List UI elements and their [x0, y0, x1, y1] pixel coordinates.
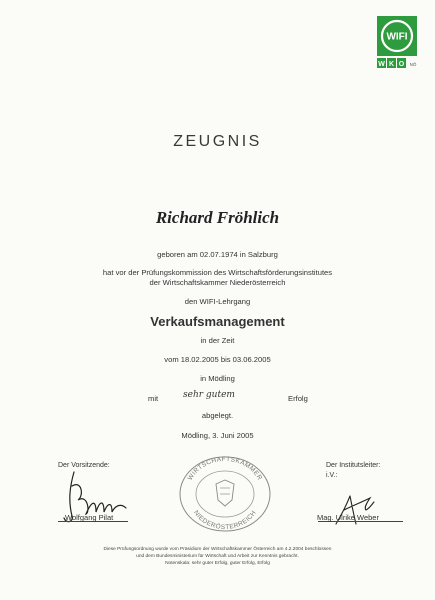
institute-head-name: Mag. Ulrike Weber: [317, 513, 379, 522]
footer-line-1: Diese Prüfungsordnung wurde vom Präsidium der Wirtschaftskammer Österreich am 4.2.2004 beschlossen: [103, 547, 332, 552]
exam-line-2: der Wirtschaftskammer Niederösterreich: [149, 278, 286, 287]
course-intro: den WIFI-Lehrgang: [184, 297, 251, 306]
svg-text:WIFI: WIFI: [386, 31, 408, 43]
chairman-role: Der Vorsitzende:: [58, 462, 110, 469]
handwritten-grade: sehr gutem: [183, 390, 235, 400]
document-title: ZEUGNIS: [173, 133, 262, 150]
period-dates: vom 18.02.2005 bis 03.06.2005: [164, 355, 271, 364]
svg-text:NIEDERÖSTERREICH: NIEDERÖSTERREICH: [192, 509, 258, 532]
exam-line-1: hat vor der Prüfungskommission des Wirtschaftsförderungsinstitutes: [102, 268, 333, 277]
svg-text:NÖ: NÖ: [409, 62, 417, 67]
birth-line: geboren am 02.07.1974 in Salzburg: [157, 250, 278, 259]
period-intro: in der Zeit: [200, 336, 235, 345]
place-date: Mödling, 3. Juni 2005: [181, 431, 254, 440]
svg-text:W: W: [378, 61, 385, 68]
official-seal: [176, 454, 274, 534]
recipient-name: Richard Fröhlich: [155, 208, 280, 227]
chairman-name: Wolfgang Pilat: [65, 513, 114, 522]
result-suffix: Erfolg: [288, 394, 308, 403]
svg-text:O: O: [398, 61, 405, 68]
completed-label: abgelegt.: [201, 411, 234, 420]
svg-text:K: K: [388, 61, 395, 68]
institute-head-deputy: i.V.:: [326, 472, 338, 479]
wko-logo: [377, 58, 425, 68]
footer-line-3: Notenskala: sehr guter Erfolg, guter Erfolg, Erfolg: [165, 561, 270, 566]
location-line: in Mödling: [200, 374, 235, 383]
result-prefix: mit: [148, 394, 159, 403]
wifi-logo: [377, 16, 417, 56]
footer-line-2: und dem Bundesministerium für Wirtschaft und Arbeit zur Kenntnis gebracht.: [136, 554, 299, 559]
institute-head-role: Der Institutsleiter:: [326, 462, 381, 469]
svg-text:WIRTSCHAFTSKAMMER: WIRTSCHAFTSKAMMER: [186, 455, 264, 482]
course-name: Verkaufsmanagement: [150, 314, 285, 329]
